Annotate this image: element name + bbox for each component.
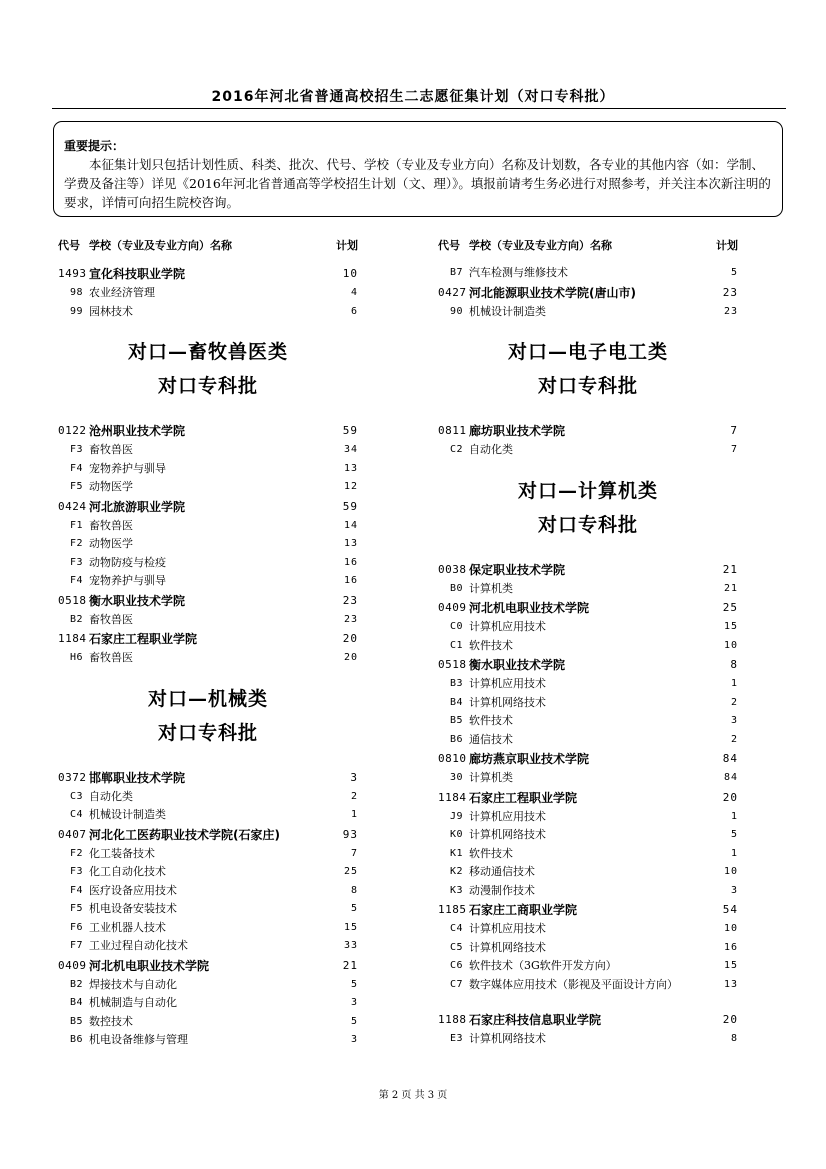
section-title: 对口—机械类 [147, 687, 268, 710]
plan-count: 10 [723, 639, 738, 651]
major-name: 数字媒体应用技术（影视及平面设计方向） [469, 977, 678, 991]
plan-count: 5 [730, 267, 738, 278]
school-row [438, 421, 738, 441]
major-code: B2 [70, 613, 84, 625]
major-code: F2 [70, 847, 84, 859]
major-code: C5 [450, 941, 464, 953]
school-row [438, 749, 738, 769]
plan-count: 20 [722, 790, 738, 804]
plan-count: 16 [343, 575, 358, 586]
plan-count: 1 [350, 809, 358, 820]
major-code: 90 [450, 305, 464, 317]
major-row [58, 284, 358, 303]
major-row [58, 611, 358, 630]
major-name: 畜牧兽医 [89, 518, 133, 532]
plan-count: 13 [343, 462, 358, 474]
major-name: 通信技术 [469, 732, 513, 746]
school-row [58, 497, 358, 517]
major-row [438, 939, 738, 958]
major-code: K1 [450, 847, 464, 859]
plan-count: 21 [722, 562, 738, 576]
major-code: B3 [450, 678, 464, 689]
major-name: 化工装备技术 [89, 846, 155, 860]
plan-count: 5 [350, 978, 358, 990]
plan-count: 10 [723, 866, 738, 877]
major-code: 98 [70, 287, 84, 298]
plan-count: 6 [350, 305, 358, 317]
major-name: 动漫制作技术 [469, 883, 535, 897]
major-code: B6 [450, 733, 464, 745]
major-row [438, 1030, 738, 1049]
major-row [58, 919, 358, 938]
column-header [58, 238, 358, 260]
plan-count: 59 [342, 499, 358, 513]
major-name: 农业经济管理 [89, 286, 155, 299]
major-code: C3 [70, 790, 84, 802]
plan-count: 14 [343, 519, 358, 531]
major-name: 移动通信技术 [469, 865, 535, 878]
school-name: 石家庄工程职业学院 [89, 632, 198, 646]
plan-count: 10 [342, 267, 358, 280]
major-name: 计算机网络技术 [469, 1031, 546, 1045]
major-name: 焊接技术与自动化 [89, 977, 177, 991]
section-batch: 对口专科批 [537, 375, 638, 397]
section-title: 对口—畜牧兽医类 [127, 341, 288, 363]
plan-count: 2 [730, 696, 738, 708]
page-title: 2016年河北省普通高校招生二志愿征集计划（对口专科批） [211, 89, 615, 105]
major-row [438, 845, 738, 864]
major-name: 畜牧兽医 [89, 612, 133, 626]
major-code: E3 [450, 1032, 464, 1044]
school-name: 河北旅游职业学院 [89, 499, 186, 514]
major-code: H6 [70, 652, 84, 663]
major-code: C4 [450, 923, 464, 934]
school-name: 宣化科技职业学院 [89, 267, 186, 281]
major-row [438, 712, 738, 731]
major-row [58, 478, 358, 497]
major-row [58, 845, 358, 864]
school-code: 1493 [58, 267, 87, 280]
plan-count: 3 [350, 770, 358, 784]
major-code: K0 [450, 829, 464, 840]
major-row [438, 976, 738, 1010]
section-heading [58, 668, 358, 768]
major-code: C7 [450, 978, 464, 990]
plan-count: 12 [343, 481, 358, 492]
school-row [58, 591, 358, 611]
plan-count: 5 [350, 1015, 358, 1027]
major-row [58, 976, 358, 995]
section-heading [58, 321, 358, 421]
school-code: 0409 [438, 601, 467, 614]
major-code: K3 [450, 884, 464, 896]
major-code: B0 [450, 582, 464, 594]
plan-count: 1 [730, 847, 738, 859]
major-code: 30 [450, 772, 464, 783]
major-row [58, 1013, 358, 1032]
school-name: 河北能源职业技术学院(唐山市) [469, 285, 636, 300]
header-name: 学校（专业及专业方向）名称 [89, 239, 232, 252]
plan-count: 23 [722, 285, 738, 299]
major-row [438, 882, 738, 901]
major-name: 计算机网络技术 [469, 695, 546, 709]
plan-count: 23 [723, 305, 738, 317]
major-code: C0 [450, 621, 464, 632]
major-name: 畜牧兽医 [89, 443, 133, 456]
header-code: 代号 [58, 239, 80, 252]
school-row [438, 900, 738, 920]
major-row [58, 517, 358, 536]
school-name: 廊坊燕京职业技术学院 [469, 752, 590, 766]
header-code: 代号 [438, 239, 460, 252]
school-code: 0518 [58, 593, 87, 607]
school-code: 0038 [438, 562, 467, 576]
major-code: C4 [70, 809, 84, 820]
major-code: F3 [70, 556, 84, 568]
major-name: 计算机应用技术 [469, 677, 546, 690]
major-name: 汽车检测与维修技术 [469, 266, 568, 279]
major-name: 畜牧兽医 [89, 651, 133, 664]
major-row [58, 900, 358, 919]
header-count: 计划 [336, 239, 358, 252]
major-row [438, 826, 738, 845]
major-code: 99 [70, 305, 84, 317]
plan-count: 15 [343, 921, 358, 933]
major-code: F1 [70, 519, 84, 531]
plan-count: 34 [343, 444, 358, 455]
school-row [58, 421, 358, 441]
section-heading [438, 460, 738, 560]
plan-count: 93 [342, 827, 358, 841]
major-name: 动物医学 [89, 537, 133, 550]
plan-count: 10 [723, 923, 738, 934]
plan-count: 8 [730, 658, 738, 671]
major-name: 动物医学 [89, 480, 133, 493]
plan-count: 1 [730, 810, 738, 822]
school-code: 0409 [58, 958, 87, 972]
school-name: 衡水职业技术学院 [469, 658, 566, 672]
school-row [58, 264, 358, 284]
school-code: 0810 [438, 752, 467, 765]
school-name: 河北机电职业技术学院 [89, 958, 210, 973]
school-code: 0372 [58, 770, 87, 784]
major-code: F4 [70, 462, 84, 474]
plan-count: 84 [723, 772, 738, 783]
major-code: F4 [70, 884, 84, 896]
major-code: C1 [450, 639, 464, 651]
school-name: 河北机电职业技术学院 [469, 601, 590, 615]
school-name: 廊坊职业技术学院 [469, 424, 566, 438]
major-row [58, 572, 358, 591]
major-code: B5 [450, 715, 464, 726]
major-code: F6 [70, 921, 84, 933]
major-name: 软件技术 [469, 846, 513, 860]
major-row [438, 637, 738, 656]
school-code: 0122 [58, 424, 87, 437]
school-name: 邯郸职业技术学院 [89, 770, 186, 785]
plan-count: 21 [723, 582, 738, 594]
school-row [58, 956, 358, 976]
left-rows [58, 264, 358, 1050]
plan-count: 15 [723, 621, 738, 632]
plan-count: 2 [350, 790, 358, 802]
plan-count: 15 [723, 960, 738, 971]
section-title: 对口—计算机类 [517, 479, 658, 502]
major-name: 软件技术 [469, 714, 513, 727]
major-name: 工业过程自动化技术 [89, 939, 188, 952]
school-row [438, 1010, 738, 1030]
plan-count: 25 [722, 601, 738, 614]
school-row [438, 655, 738, 675]
major-code: B2 [70, 978, 84, 990]
major-name: 宠物养护与驯导 [89, 574, 166, 587]
school-row [438, 788, 738, 808]
plan-count: 3 [350, 1034, 358, 1045]
school-row [58, 825, 358, 845]
plan-count: 20 [342, 632, 358, 645]
major-row [438, 264, 738, 283]
school-code: 0407 [58, 827, 87, 841]
school-name: 保定职业技术学院 [469, 562, 566, 577]
major-name: 机电设备维修与管理 [89, 1033, 188, 1046]
plan-count: 4 [350, 287, 358, 298]
major-code: F7 [70, 940, 84, 951]
major-row [438, 957, 738, 976]
plan-count: 25 [343, 866, 358, 877]
major-name: 园林技术 [89, 304, 133, 318]
plan-count: 1 [730, 678, 738, 689]
major-code: B6 [70, 1034, 84, 1045]
major-row [438, 694, 738, 713]
major-name: 机械制造与自动化 [89, 996, 177, 1009]
notice-box [53, 121, 783, 217]
plan-count: 2 [730, 733, 738, 745]
major-name: 动物防疫与检疫 [89, 555, 166, 569]
school-code: 0427 [438, 285, 467, 299]
major-name: 化工自动化技术 [89, 865, 166, 878]
section-title: 对口—电子电工类 [507, 341, 668, 363]
school-row [58, 768, 358, 788]
school-code: 0811 [438, 424, 467, 437]
plan-count: 3 [730, 715, 738, 726]
major-row [438, 808, 738, 827]
plan-count: 7 [730, 444, 738, 455]
school-row [438, 283, 738, 303]
plan-count: 3 [350, 997, 358, 1008]
plan-count: 20 [722, 1012, 738, 1026]
plan-count: 13 [723, 978, 738, 990]
major-row [58, 460, 358, 479]
major-row [438, 675, 738, 694]
plan-count: 20 [343, 652, 358, 663]
plan-count: 21 [342, 958, 358, 972]
right-rows [438, 264, 738, 1048]
major-name: 软件技术 [469, 638, 513, 652]
school-name: 石家庄工商职业学院 [469, 903, 578, 917]
plan-count: 23 [343, 613, 358, 625]
school-code: 1184 [58, 632, 87, 645]
major-name: 医疗设备应用技术 [89, 883, 177, 897]
section-batch: 对口专科批 [537, 513, 638, 536]
major-code: B5 [70, 1015, 84, 1027]
major-row [58, 788, 358, 807]
right-column [438, 238, 738, 1048]
major-row [58, 863, 358, 882]
school-name: 衡水职业技术学院 [89, 593, 186, 608]
left-column [58, 238, 358, 1050]
plan-count: 84 [722, 752, 738, 765]
major-name: 软件技术（3G软件开发方向） [469, 959, 617, 972]
plan-count: 7 [730, 424, 738, 437]
plan-count: 59 [342, 424, 358, 437]
major-name: 计算机应用技术 [469, 620, 546, 633]
plan-count: 13 [343, 538, 358, 549]
major-code: F4 [70, 575, 84, 586]
major-row [58, 806, 358, 825]
major-row [438, 920, 738, 939]
major-name: 计算机网络技术 [469, 940, 546, 954]
major-row [58, 303, 358, 322]
plan-count: 8 [730, 1032, 738, 1044]
major-row [58, 1031, 358, 1050]
major-name: 工业机器人技术 [89, 920, 166, 934]
major-name: 机械设计制造类 [469, 304, 546, 318]
major-code: K2 [450, 866, 464, 877]
major-code: F3 [70, 866, 84, 877]
major-name: 计算机应用技术 [469, 809, 546, 823]
notice-heading: 重要提示： [64, 139, 125, 153]
major-code: C6 [450, 960, 464, 971]
school-code: 1188 [438, 1012, 467, 1026]
plan-count: 33 [343, 940, 358, 951]
major-name: 计算机应用技术 [469, 922, 546, 935]
plan-count: 23 [342, 593, 358, 607]
major-code: F5 [70, 481, 84, 492]
major-name: 计算机类 [469, 581, 513, 595]
major-name: 数控技术 [89, 1014, 133, 1028]
title-rule [52, 108, 786, 109]
plan-count: 7 [350, 847, 358, 859]
major-code: F5 [70, 903, 84, 914]
major-name: 机电设备安装技术 [89, 902, 177, 915]
major-name: 宠物养护与驯导 [89, 461, 166, 475]
school-code: 0518 [438, 658, 467, 671]
major-row [58, 882, 358, 901]
major-row [58, 994, 358, 1013]
section-batch: 对口专科批 [157, 375, 258, 397]
major-row [438, 863, 738, 882]
major-code: B4 [450, 696, 464, 708]
major-code: F3 [70, 444, 84, 455]
plan-count: 16 [343, 556, 358, 568]
school-code: 0424 [58, 499, 87, 513]
school-name: 石家庄工程职业学院 [469, 790, 578, 805]
notice-body: 本征集计划只包括计划性质、科类、批次、代号、学校（专业及专业方向）名称及计划数，各专业的其他内容（如：学制、学费及备注等）详见《2016年河北省普通高等学校招生计划（文、理）》。填报前请考生务必进行对照参考，并关注本次新注明的要求，详情可向招生院校咨询。 [64, 157, 771, 210]
major-row [58, 441, 358, 460]
school-code: 1184 [438, 790, 467, 804]
school-row [438, 560, 738, 580]
major-name: 机械设计制造类 [89, 808, 166, 821]
school-name: 沧州职业技术学院 [89, 424, 186, 438]
header-name: 学校（专业及专业方向）名称 [469, 239, 612, 252]
major-name: 计算机类 [469, 771, 513, 784]
school-row [58, 629, 358, 649]
section-batch: 对口专科批 [157, 721, 258, 744]
major-row [438, 303, 738, 322]
school-code: 1185 [438, 903, 467, 916]
plan-count: 5 [350, 903, 358, 914]
section-heading [438, 321, 738, 421]
plan-count: 54 [722, 903, 738, 916]
major-row [438, 580, 738, 599]
major-code: C2 [450, 444, 464, 455]
major-name: 自动化类 [89, 789, 133, 803]
column-header [438, 238, 738, 260]
major-row [438, 618, 738, 637]
major-row [58, 937, 358, 956]
plan-count: 3 [730, 884, 738, 896]
major-code: B4 [70, 997, 84, 1008]
major-row [438, 731, 738, 750]
plan-count: 16 [723, 941, 738, 953]
school-name: 河北化工医药职业技术学院(石家庄) [89, 827, 280, 842]
major-name: 计算机网络技术 [469, 828, 546, 841]
major-row [438, 769, 738, 788]
major-row [58, 554, 358, 573]
major-name: 自动化类 [469, 443, 513, 456]
major-row [58, 649, 358, 668]
major-row [58, 535, 358, 554]
school-name: 石家庄科技信息职业学院 [469, 1012, 602, 1027]
header-count: 计划 [716, 239, 738, 252]
major-row [438, 441, 738, 460]
page-footer: 第 2 页 共 3 页 [378, 1090, 448, 1101]
major-code: F2 [70, 538, 84, 549]
school-row [438, 598, 738, 618]
major-code: B7 [450, 267, 464, 278]
major-code: J9 [450, 810, 464, 822]
plan-count: 8 [350, 884, 358, 896]
plan-count: 5 [730, 829, 738, 840]
